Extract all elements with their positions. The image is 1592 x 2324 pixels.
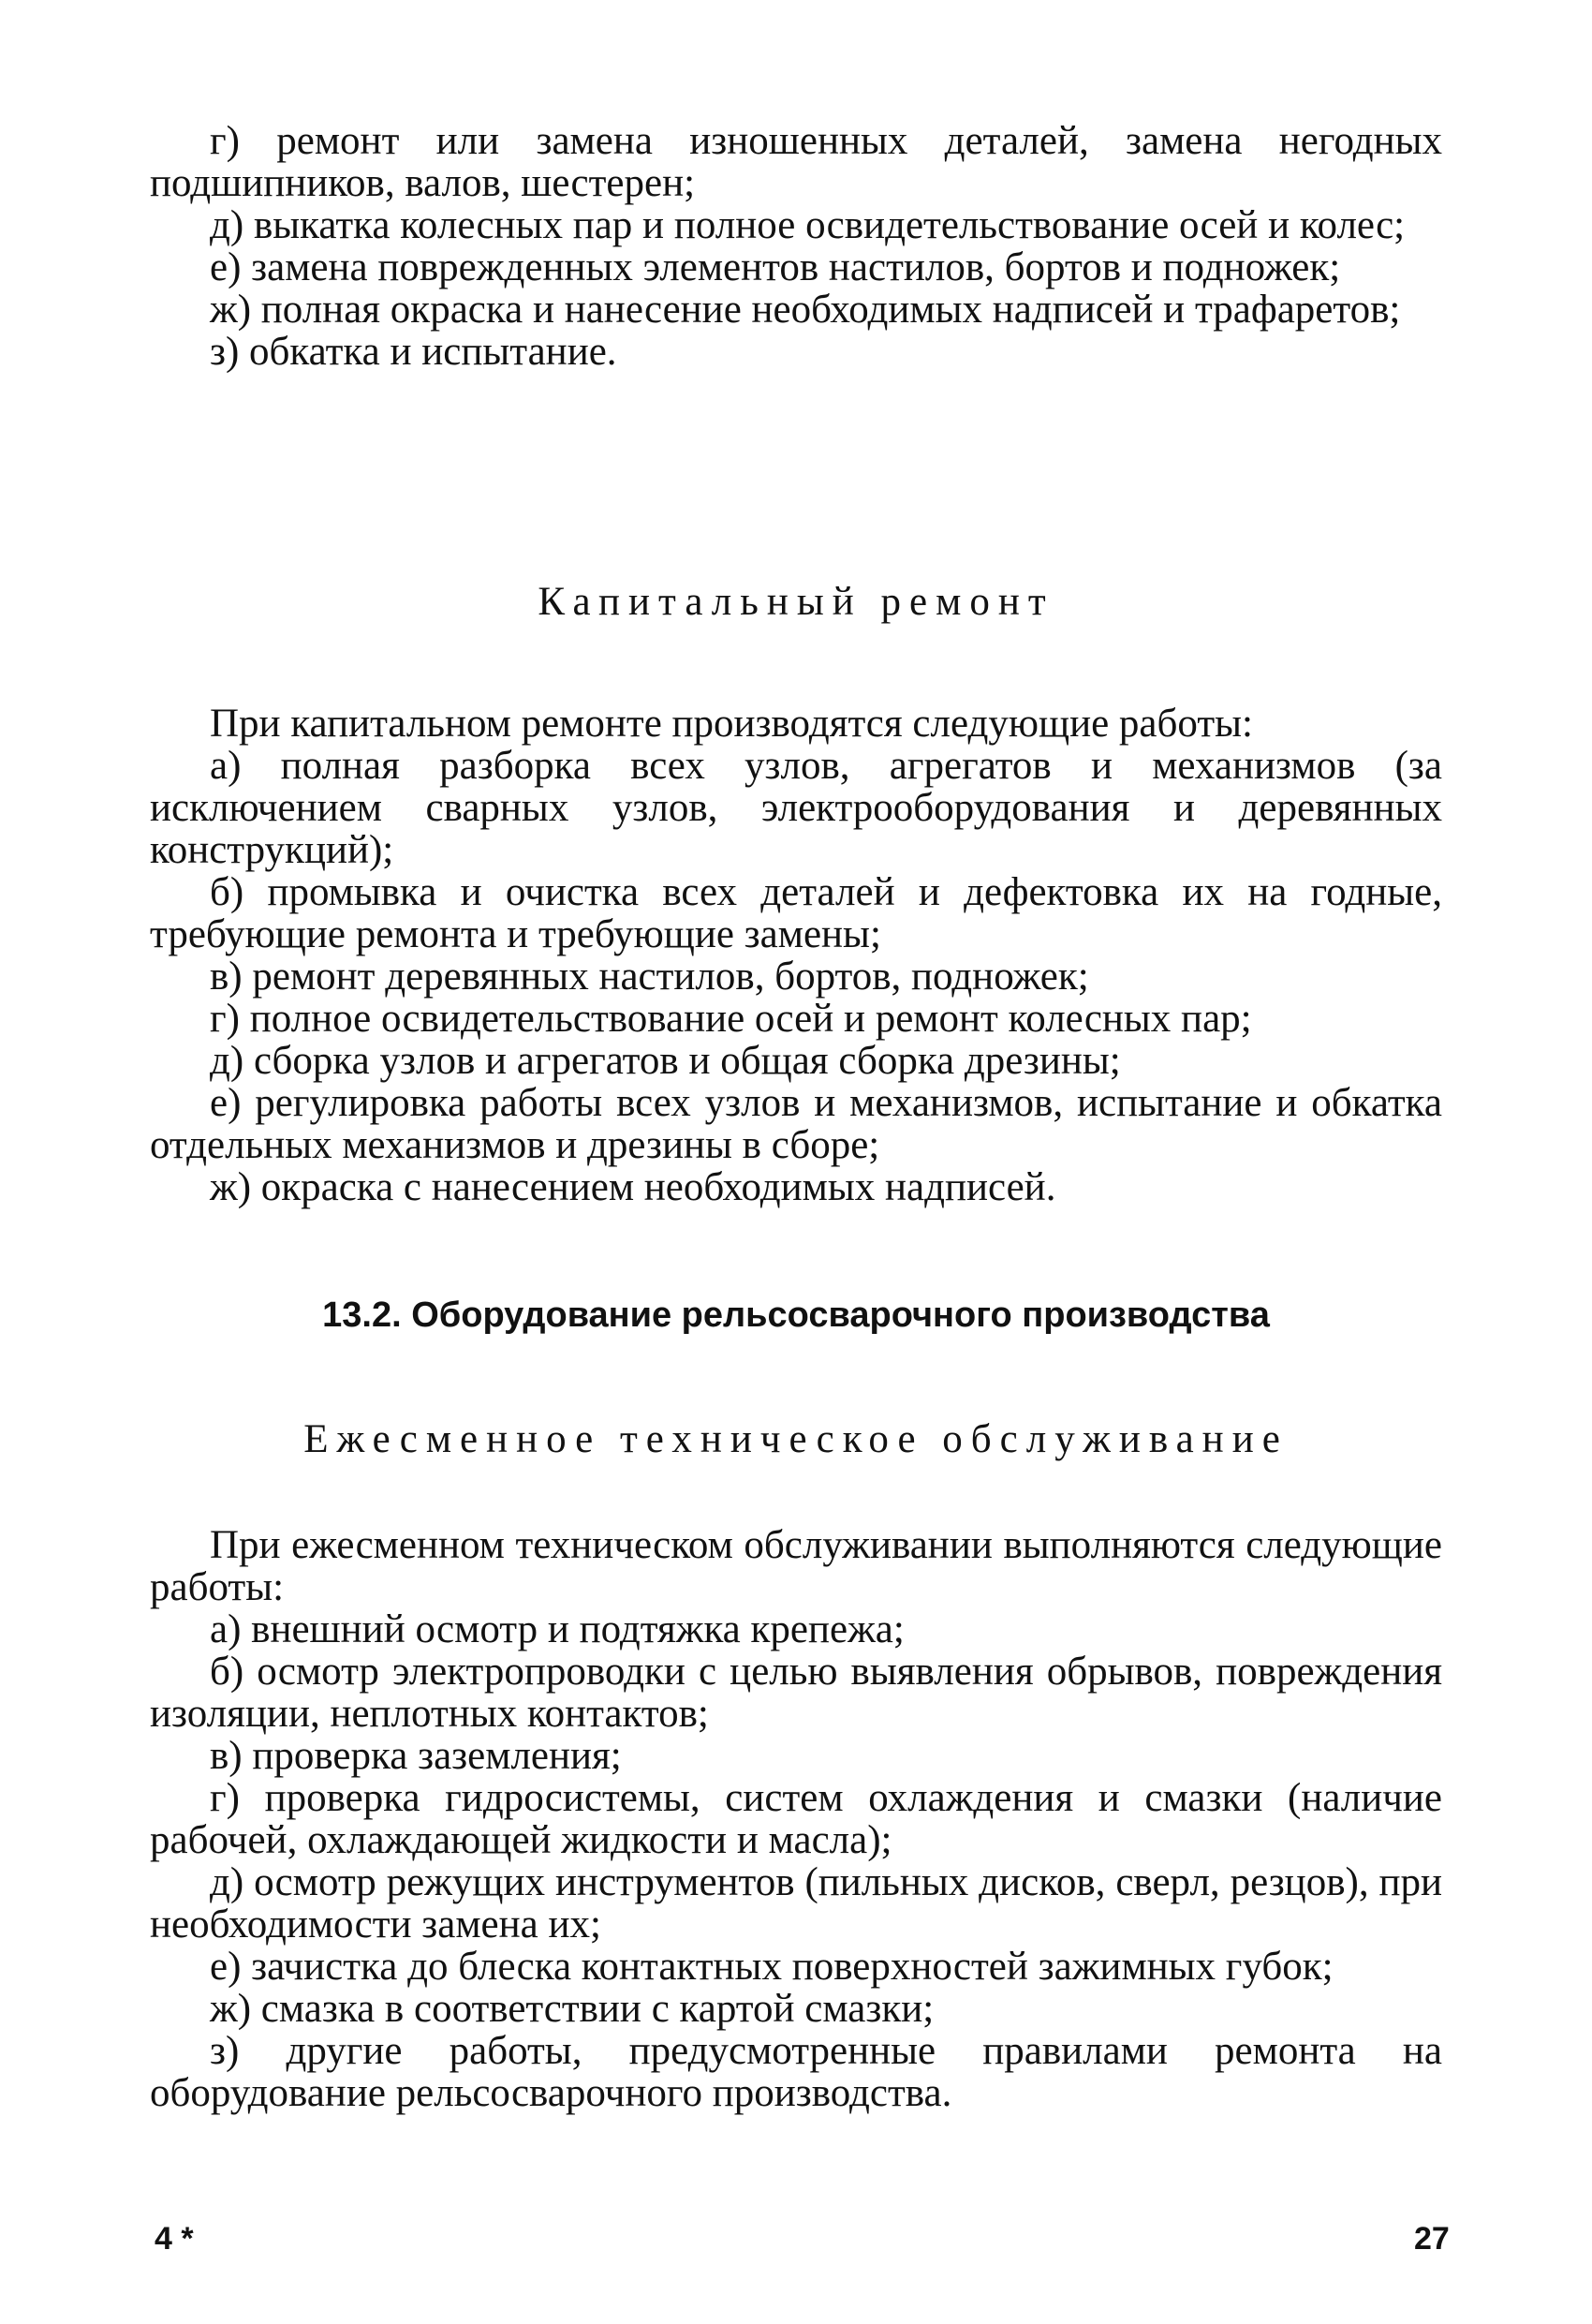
list-item: е) зачистка до блеска контактных поверхностей зажимных губок; bbox=[210, 1945, 1334, 1989]
list-item: е) регулировка работы всех узлов и механизмов, испытание и обкатка отдельных механизмов и дрезины в сборе; bbox=[150, 1081, 1442, 1167]
signature-mark: 4 * bbox=[155, 2221, 194, 2257]
list-item: г) проверка гидросистемы, систем охлаждения и смазки (наличие рабочей, охлаждающей жидкости и масла); bbox=[150, 1776, 1442, 1862]
list-item: а) внешний осмотр и подтяжка крепежа; bbox=[210, 1607, 905, 1651]
list-item: а) полная разборка всех узлов, агрегатов и механизмов (за исключением сварных узлов, электрооборудования и деревянных конструкций); bbox=[150, 744, 1442, 872]
list-item: ж) смазка в соответствии с картой смазки; bbox=[210, 1987, 935, 2031]
list-item: з) обкатка и испытание. bbox=[210, 330, 617, 374]
list-item: д) выкатка колесных пар и полное освидетельствование осей и колес; bbox=[210, 203, 1406, 247]
daily-maintenance-section bbox=[150, 1524, 1442, 2114]
list-continuation bbox=[150, 120, 1442, 373]
list-item: г) ремонт или замена изношенных деталей, замена негодных подшипников, валов, шестерен; bbox=[150, 119, 1442, 205]
heading-daily-maintenance: Ежесменное техническое обслуживание bbox=[303, 1417, 1289, 1461]
paragraph-intro: При ежесменном техническом обслуживании выполняются следующие работы: bbox=[150, 1523, 1442, 1609]
list-item: з) другие работы, предусмотренные правилами ремонта на оборудование рельсосварочного производства. bbox=[150, 2029, 1442, 2115]
list-item: д) сборка узлов и агрегатов и общая сборка дрезины; bbox=[210, 1039, 1121, 1083]
list-item: г) полное освидетельствование осей и ремонт колесных пар; bbox=[210, 997, 1252, 1041]
list-item: е) замена поврежденных элементов настилов, бортов и подножек; bbox=[210, 245, 1341, 289]
list-item: в) ремонт деревянных настилов, бортов, подножек; bbox=[210, 955, 1089, 999]
page-number: 27 bbox=[1414, 2221, 1450, 2257]
list-item: б) промывка и очистка всех деталей и дефектовка их на годные, требующие ремонта и требующие замены; bbox=[150, 870, 1442, 956]
section-title: 13.2. Оборудование рельсосварочного производства bbox=[322, 1295, 1270, 1335]
paragraph-intro: При капитальном ремонте производятся следующие работы: bbox=[210, 702, 1253, 746]
heading-capital-repair: Капитальный ремонт bbox=[538, 580, 1054, 624]
list-item: ж) окраска с нанесением необходимых надписей. bbox=[210, 1165, 1056, 1209]
list-item: б) осмотр электропроводки с целью выявления обрывов, повреждения изоляции, неплотных контактов; bbox=[150, 1650, 1442, 1736]
list-item: ж) полная окраска и нанесение необходимых надписей и трафаретов; bbox=[210, 288, 1401, 332]
list-item: в) проверка заземления; bbox=[210, 1734, 622, 1778]
list-item: д) осмотр режущих инструментов (пильных дисков, сверл, резцов), при необходимости замена их; bbox=[150, 1860, 1442, 1947]
capital-repair-section bbox=[150, 703, 1442, 1208]
